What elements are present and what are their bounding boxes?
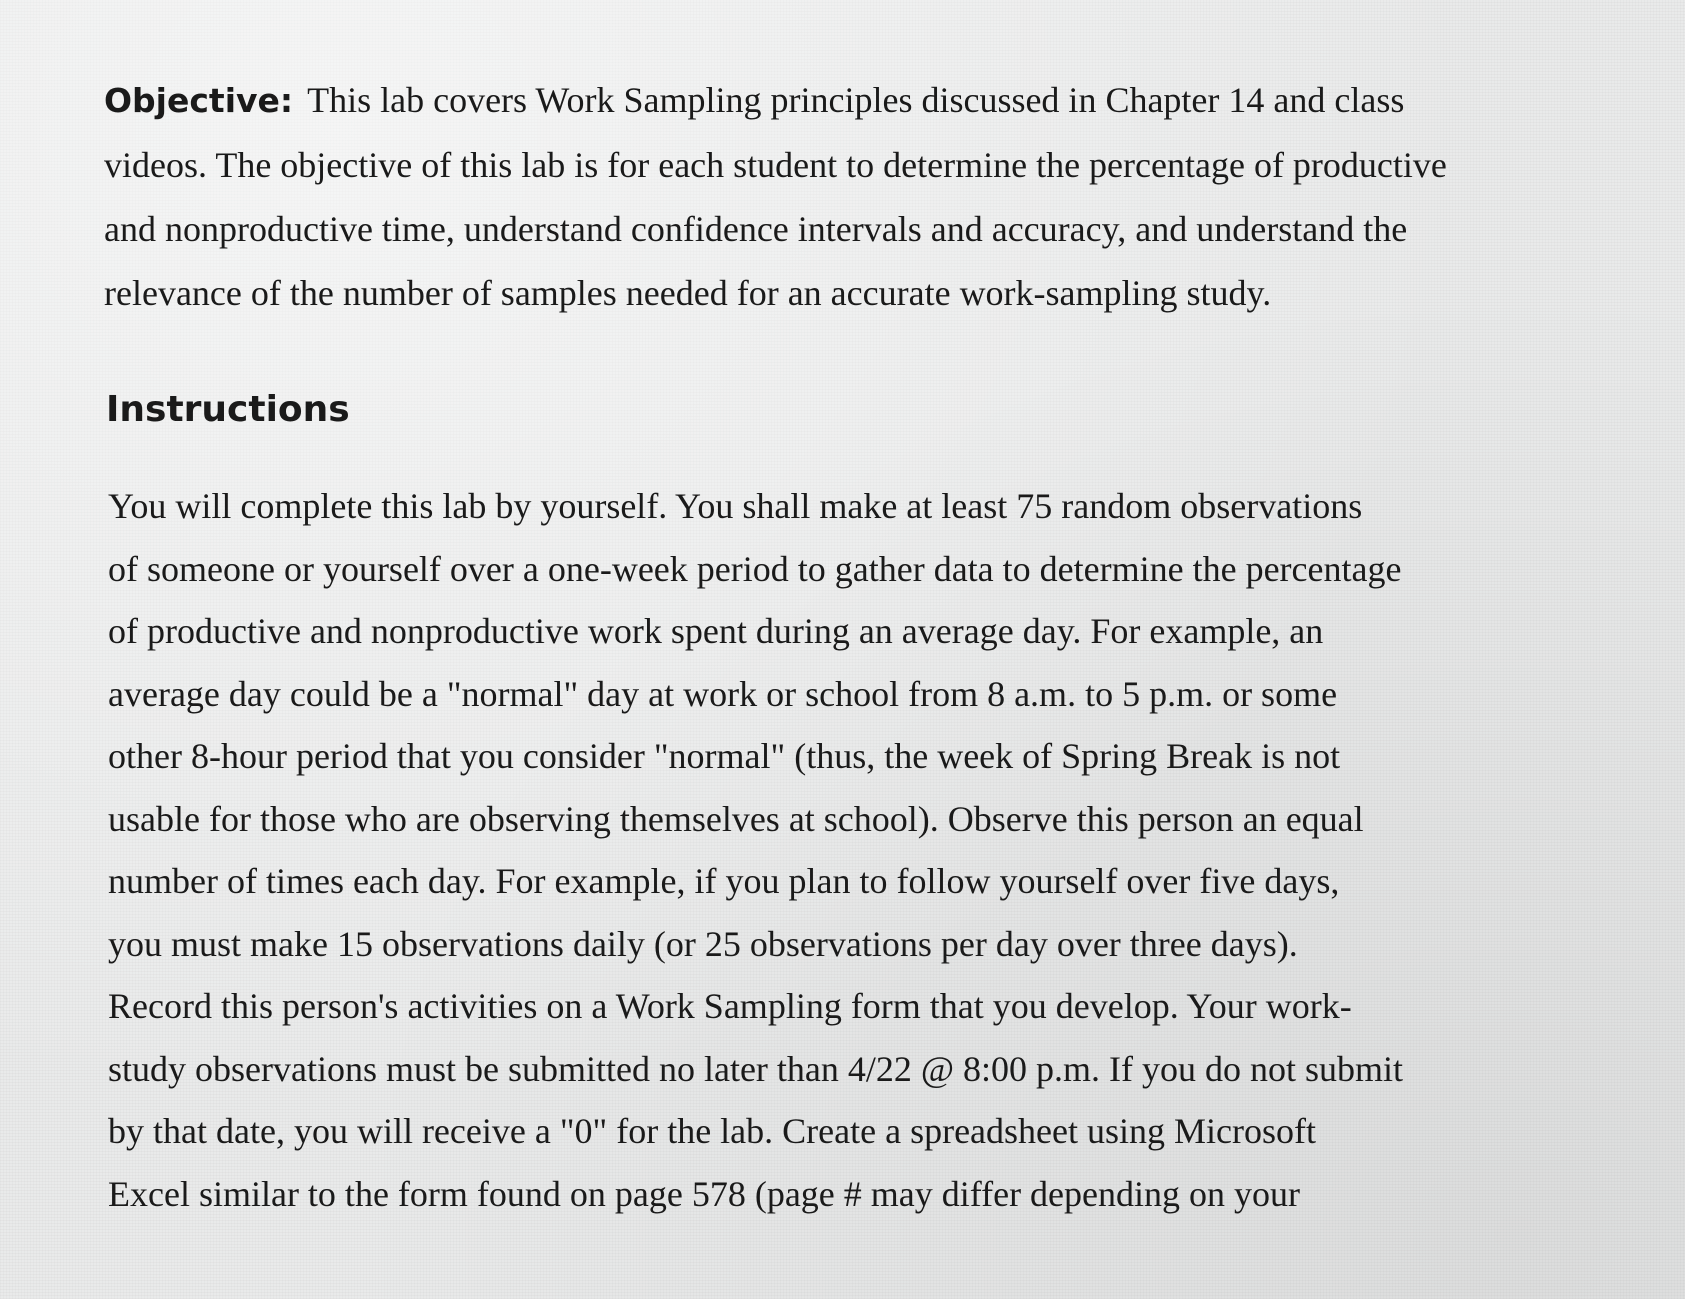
instructions-line: by that date, you will receive a "0" for the lab. Create a spreadsheet using Microsoft — [108, 1111, 1316, 1151]
instructions-line: other 8-hour period that you consider "normal" (thus, the week of Spring Break is not — [108, 736, 1341, 776]
objective-paragraph — [104, 68, 1474, 325]
instructions-line: average day could be a "normal" day at work or school from 8 a.m. to 5 p.m. or some — [108, 673, 1338, 714]
instructions-line: You will complete this lab by yourself. You shall make at least 75 random observations — [108, 486, 1363, 526]
instructions-line: study observations must be submitted no later than 4/22 @ 8:00 p.m. If you do not submit — [108, 1048, 1404, 1089]
instructions-line: of productive and nonproductive work spent during an average day. For example, an — [108, 611, 1324, 651]
instructions-heading: Instructions — [106, 389, 350, 430]
document-content — [104, 68, 1484, 1225]
instructions-line: usable for those who are observing themselves at school). Observe this person an equal — [108, 798, 1364, 839]
objective-label: Objective: — [104, 81, 294, 120]
instructions-line: of someone or yourself over a one-week period to gather data to determine the percentage — [108, 548, 1402, 589]
instructions-line: number of times each day. For example, if you plan to follow yourself over five days, — [108, 861, 1340, 901]
instructions-line: Excel similar to the form found on page 578 (page # may differ depending on your — [108, 1173, 1301, 1214]
instructions-line: Record this person's activities on a Work Sampling form that you develop. Your work- — [108, 986, 1352, 1026]
instructions-paragraph — [108, 475, 1488, 1225]
objective-text: This lab covers Work Sampling principles discussed in Chapter 14 and class videos. The objective of this lab is for each student to determine the percentage of productive and nonproductive time, understand confidence intervals and accuracy, and understand the relevance of the number of samples needed for an accurate work-sampling study. — [104, 80, 1447, 313]
instructions-line: you must make 15 observations daily (or 25 observations per day over three days). — [108, 923, 1298, 964]
